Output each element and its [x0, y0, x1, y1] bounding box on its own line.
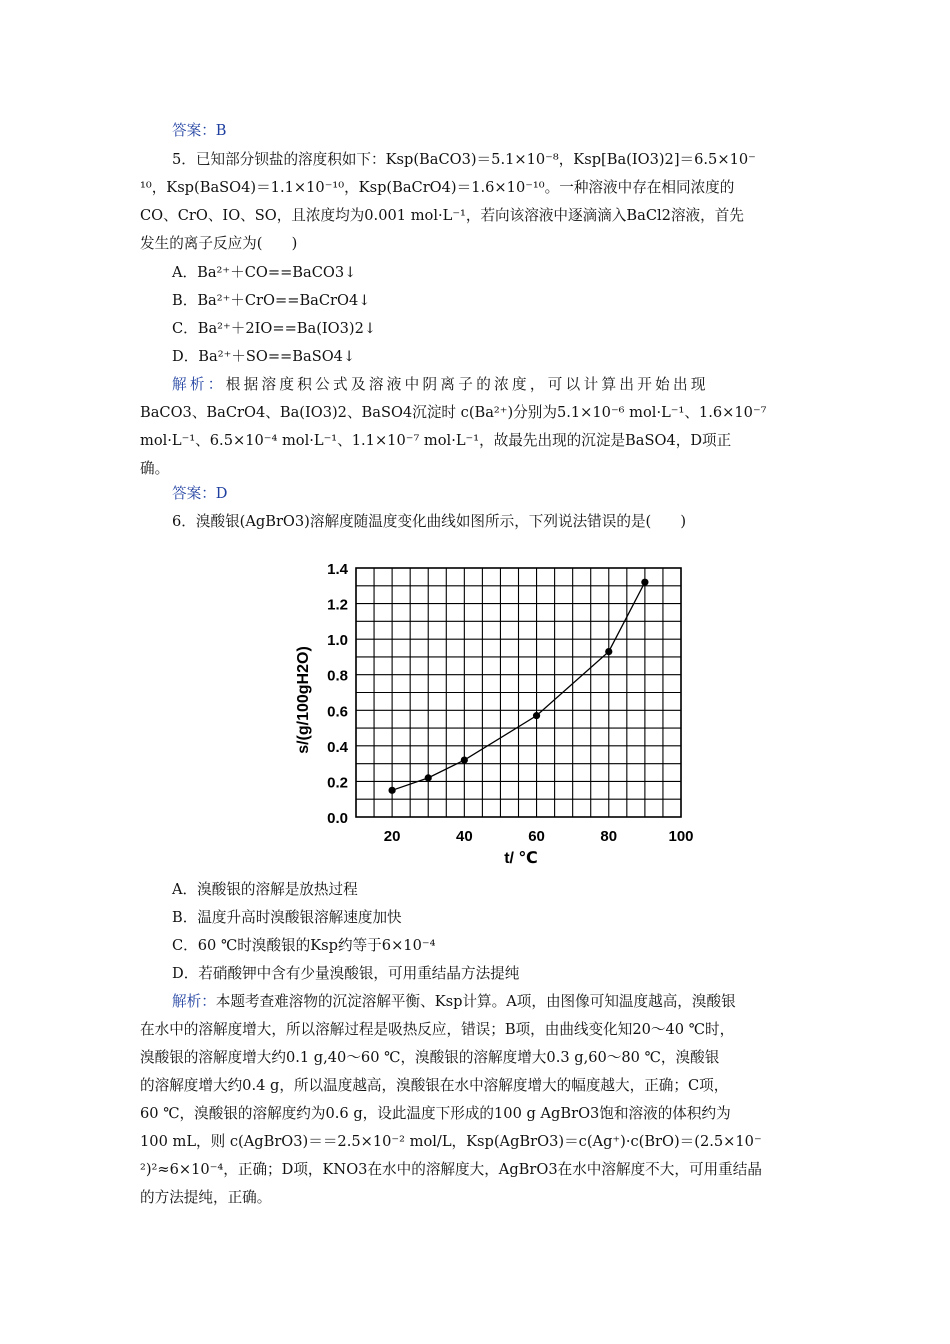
data-point — [425, 774, 432, 781]
x-tick-label: 60 — [528, 828, 545, 845]
q5-stem-line3: CO、CrO、IO、SO，且浓度均为0.001 mol·L⁻¹，若向该溶液中逐滴滴入BaCl2溶液，首先 — [140, 207, 744, 224]
x-axis-label: t/ ℃ — [504, 850, 538, 867]
q6-option-b: B．温度升高时溴酸银溶解速度加快 — [172, 909, 402, 926]
solubility-chart — [290, 555, 694, 875]
q5-stem-line4: 发生的离子反应为( ) — [140, 235, 298, 252]
q5-option-c: C．Ba²⁺＋2IO==Ba(IO3)2↓ — [172, 320, 377, 337]
q6-stem: 6．溴酸银(AgBrO3)溶解度随温度变化曲线如图所示，下列说法错误的是( ) — [172, 513, 687, 530]
q6-analysis-line8: 的方法提纯，正确。 — [140, 1189, 272, 1206]
x-tick-labels — [384, 828, 694, 845]
x-tick-label: 20 — [383, 828, 401, 845]
q5-stem-line2: ¹⁰，Ksp(BaSO4)＝1.1×10⁻¹⁰，Ksp(BaCrO4)＝1.6×10⁻¹⁰。一种溶液中存在相同浓度的 — [140, 179, 735, 196]
q5-answer: 答案：D — [172, 485, 228, 502]
q6-analysis-line5: 60 ℃，溴酸银的溶解度约为0.6 g，设此温度下形成的100 g AgBrO3饱和溶液的体积约为 — [140, 1105, 731, 1122]
y-tick-label: 1.4 — [327, 561, 348, 578]
q6-analysis-line7: ²)²≈6×10⁻⁴，正确；D项，KNO3在水中的溶解度大，AgBrO3在水中溶解度不大，可用重结晶 — [140, 1161, 762, 1178]
x-tick-label: 100 — [668, 828, 694, 845]
data-point — [461, 756, 468, 763]
y-tick-label: 0.2 — [327, 774, 348, 792]
y-tick-label: 1.2 — [327, 596, 348, 614]
y-tick-label: 0.6 — [327, 703, 348, 721]
q5-analysis-line4: 确。 — [140, 460, 170, 477]
q6-analysis-line4: 的溶解度增大约0.4 g，所以温度越高，溴酸银在水中溶解度增大的幅度越大，正确；C项， — [140, 1077, 729, 1094]
q5-analysis-line2: BaCO3、BaCrO4、Ba(IO3)2、BaSO4沉淀时 c(Ba²⁺)分别为5.1×10⁻⁶ mol·L⁻¹、1.6×10⁻⁷ — [140, 404, 767, 421]
data-point — [533, 712, 540, 719]
y-tick-label: 0.8 — [327, 667, 348, 685]
y-tick-label: 1.0 — [327, 632, 348, 650]
x-tick-label: 40 — [455, 828, 473, 845]
q6-option-d: D．若硝酸钾中含有少量溴酸银，可用重结晶方法提纯 — [172, 965, 520, 982]
y-tick-label: 0.4 — [327, 738, 348, 756]
q5-analysis-line1: 解析：根据溶度积公式及溶液中阴离子的浓度，可以计算出开始出现 — [172, 376, 709, 393]
q5-option-b: B．Ba²⁺＋CrO==BaCrO4↓ — [172, 292, 371, 309]
data-point — [641, 579, 648, 586]
q6-analysis-line6: 100 mL，则 c(AgBrO3)＝＝2.5×10⁻² mol/L，Ksp(AgBrO3)＝c(Ag⁺)·c(BrO)＝(2.5×10⁻ — [140, 1133, 762, 1150]
q6-analysis-line2: 在水中的溶解度增大，所以溶解过程是吸热反应，错误；B项，由曲线变化知20～40 ℃时， — [140, 1021, 735, 1038]
q4-answer: 答案：B — [172, 122, 227, 139]
q6-analysis-line1: 解析：本题考查难溶物的沉淀溶解平衡、Ksp计算。A项，由图像可知温度越高，溴酸银 — [172, 993, 736, 1010]
q6-option-c: C．60 ℃时溴酸银的Ksp约等于6×10⁻⁴ — [172, 937, 436, 954]
y-tick-labels — [327, 561, 349, 827]
q5-option-d: D．Ba²⁺＋SO==BaSO4↓ — [172, 348, 356, 365]
y-tick-label: 0.0 — [327, 810, 348, 827]
data-point — [389, 787, 396, 794]
q5-analysis-label: 解析： — [172, 376, 226, 393]
q6-option-a: A．溴酸银的溶解是放热过程 — [172, 881, 358, 898]
data-point — [605, 648, 612, 655]
q5-stem-line1: 5．已知部分钡盐的溶度积如下：Ksp(BaCO3)＝5.1×10⁻⁸，Ksp[Ba(IO3)2]＝6.5×10⁻ — [172, 151, 756, 168]
q6-analysis-line3: 溴酸银的溶解度增大约0.1 g,40～60 ℃，溴酸银的溶解度增大0.3 g,60～80 ℃，溴酸银 — [140, 1049, 720, 1066]
q5-option-a: A．Ba²⁺＋CO==BaCO3↓ — [172, 264, 357, 281]
q6-analysis-label: 解析： — [172, 993, 216, 1010]
q5-analysis-line3: mol·L⁻¹、6.5×10⁻⁴ mol·L⁻¹、1.1×10⁻⁷ mol·L⁻¹，故最先出现的沉淀是BaSO4，D项正 — [140, 432, 732, 449]
y-axis-label: s/(g/100gH2O) — [295, 646, 312, 754]
x-tick-label: 80 — [600, 828, 618, 845]
